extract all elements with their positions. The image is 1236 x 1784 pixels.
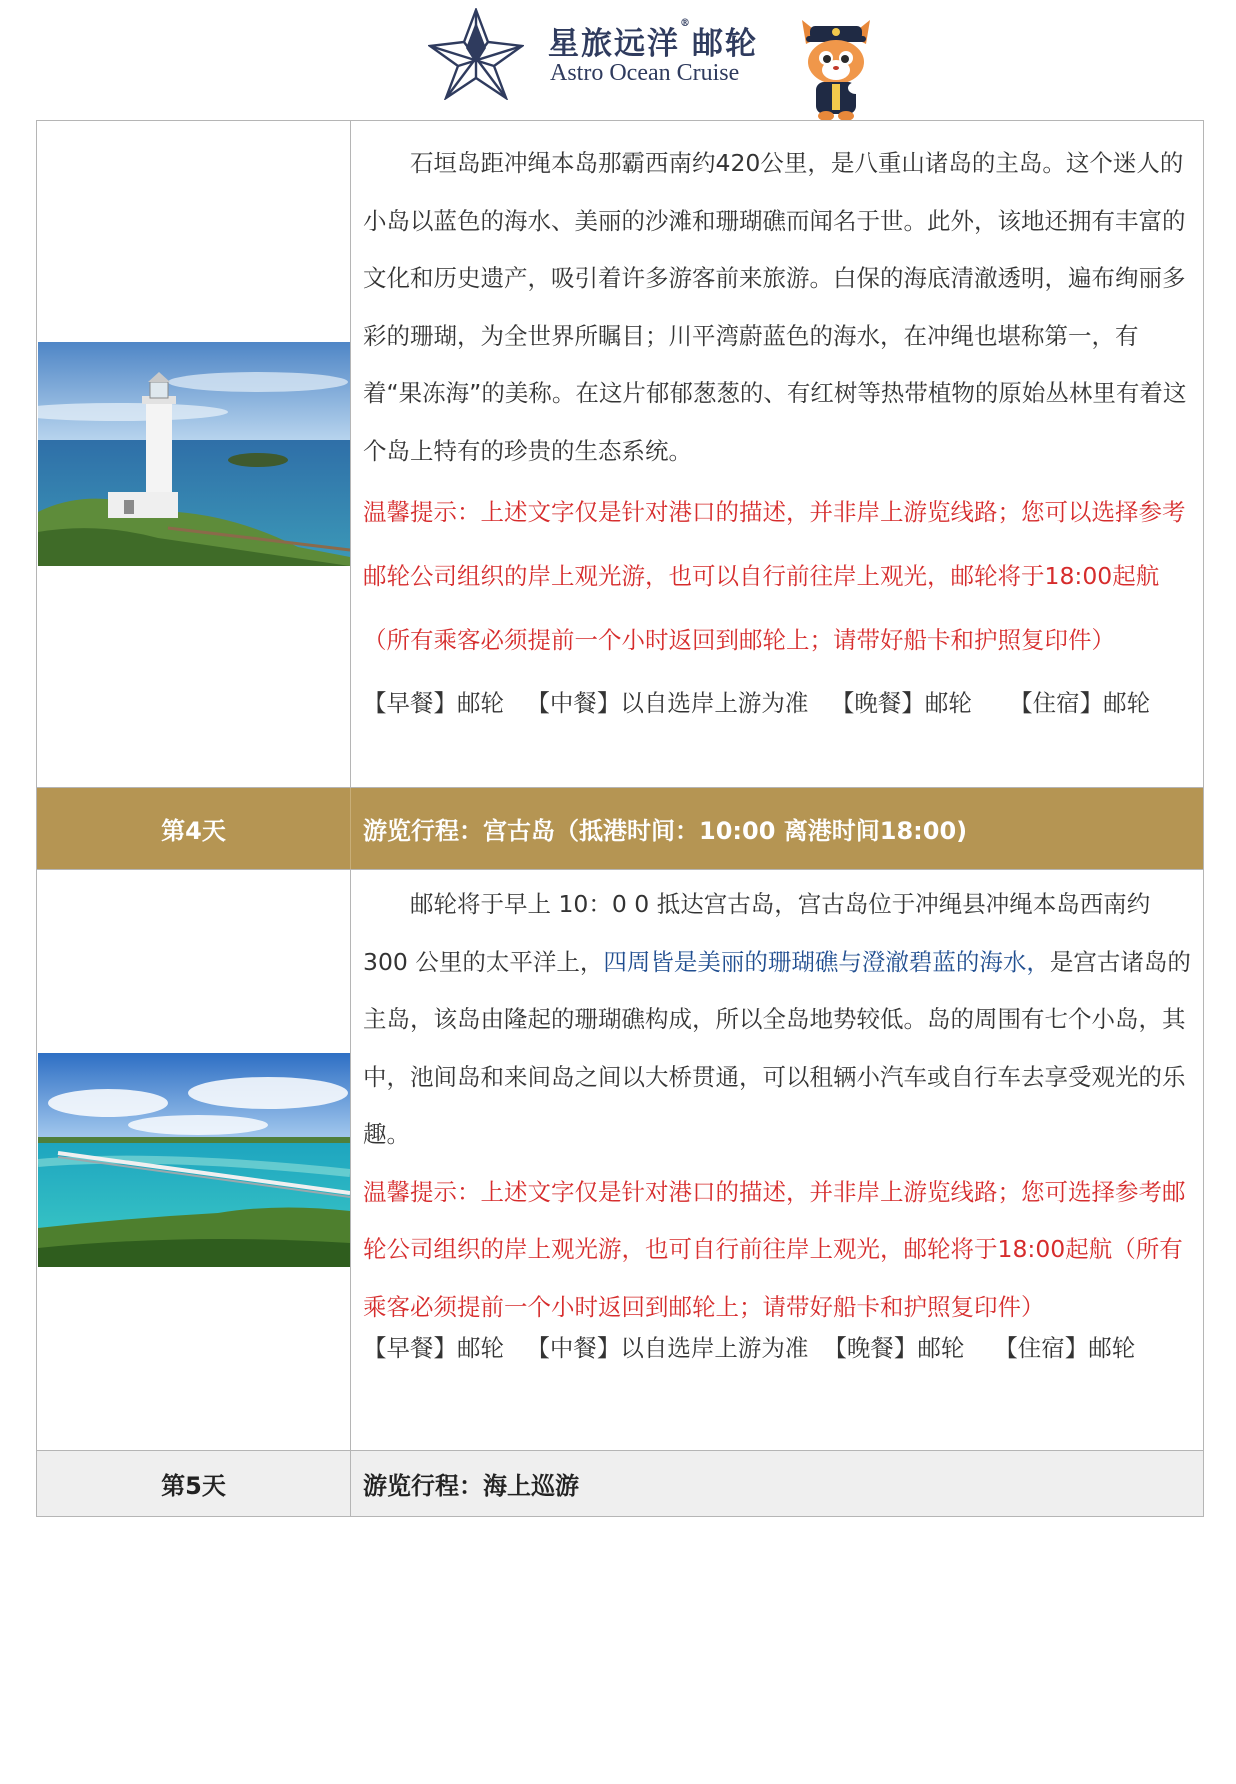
compass-star-logo-icon: [428, 8, 524, 100]
photo-cell: [37, 870, 351, 1450]
day-content-row: [37, 869, 1203, 1450]
day-details: [351, 121, 1203, 787]
day-header-row: [37, 1450, 1203, 1516]
warm-tip: 温馨提示：上述文字仅是针对港口的描述，并非岸上游览线路；您可选择参考邮轮公司组织的岸上观光游，也可自行前往岸上观光，邮轮将于18:00起航（所有乘客必须提前一个小时返回到邮轮上；请带好船卡和护照复印件）: [363, 1177, 1186, 1321]
day-details: [351, 870, 1203, 1450]
warm-tip: 温馨提示：上述文字仅是针对港口的描述，并非岸上游览线路；您可以选择参考邮轮公司组织的岸上观光游，也可以自行前往岸上观光，邮轮将于18:00起航（所有乘客必须提前一个小时返回到邮轮上；请带好船卡和护照复印件）: [363, 498, 1186, 654]
meals-info: 【早餐】邮轮 【中餐】以自选岸上游为准 【晚餐】邮轮 【住宿】邮轮: [363, 1334, 1136, 1362]
day-content-row: [37, 121, 1203, 787]
meals-info: 【早餐】邮轮 【中餐】以自选岸上游为准 【晚餐】邮轮 【住宿】邮轮: [363, 689, 1151, 717]
brand-name-en: Astro Ocean Cruise: [550, 60, 740, 86]
day-label: 第4天: [161, 817, 226, 845]
bridge-photo: [38, 1053, 350, 1267]
page-header: [0, 0, 1236, 120]
day-title: 游览行程：宫古岛（抵港时间：10:00 离港时间18:00): [363, 817, 968, 845]
brand-name-cn: 星旅远洋®邮轮: [548, 18, 758, 62]
day-title: 游览行程：海上巡游: [363, 1472, 579, 1500]
lighthouse-photo: [38, 342, 350, 566]
port-description: 石垣岛距冲绳本岛那霸西南约420公里，是八重山诸岛的主岛。这个迷人的小岛以蓝色的海水、美丽的沙滩和珊瑚礁而闻名于世。此外，该地还拥有丰富的文化和历史遗产，吸引着许多游客前来旅游。白保的海底清澈透明，遍布绚丽多彩的珊瑚，为全世界所瞩目；川平湾蔚蓝色的海水，在冲绳也堪称第一，有着“果冻海”的美称。在这片郁郁葱葱的、有红树等热带植物的原始丛林里有着这个岛上特有的珍贵的生态系统。: [363, 149, 1187, 465]
day-header-row: [37, 787, 1203, 869]
photo-cell: [37, 121, 351, 787]
port-description: 邮轮将于早上 10：0 0 抵达宫古岛，宫古岛位于冲绳县冲绳本岛西南约 300 公里的太平洋上，四周皆是美丽的珊瑚礁与澄澈碧蓝的海水，是宫古诸岛的主岛，该岛由隆起的珊瑚礁构成，所以全岛地势较低。岛的周围有七个小岛，其中，池间岛和来间岛之间以大桥贯通，可以租辆小汽车或自行车去享受观光的乐趣。: [363, 890, 1191, 1148]
day-label: 第5天: [161, 1472, 226, 1500]
cat-captain-mascot-icon: [796, 14, 876, 122]
itinerary-table: [36, 120, 1204, 1517]
